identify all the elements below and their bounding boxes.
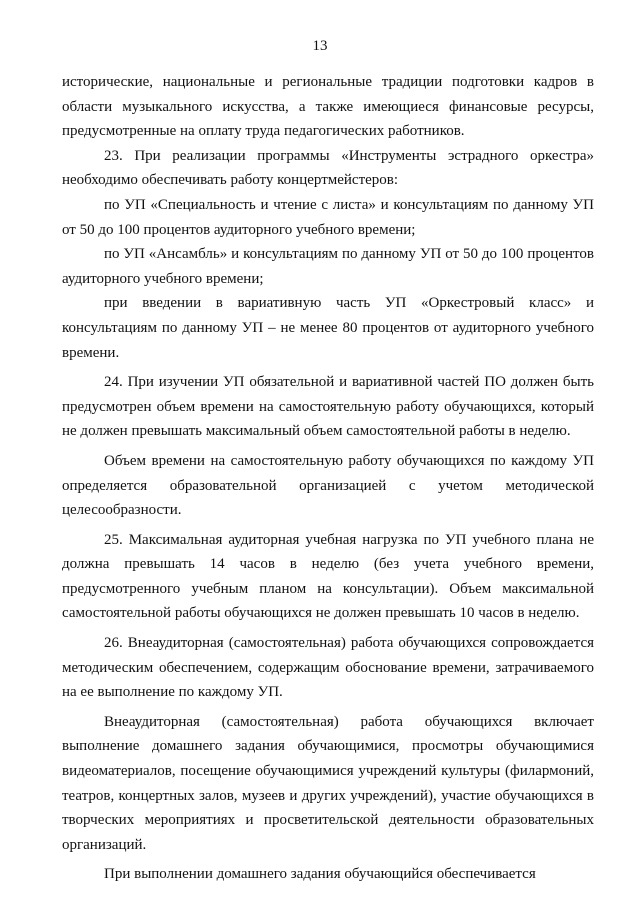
paragraph-subitem-ensemble: по УП «Ансамбль» и консультациям по данному УП от 50 до 100 процентов аудиторного учебного времени; [62,246,594,287]
page-number: 13 [312,38,328,54]
paragraph-item-23: 23. При реализации программы «Инструменты эстрадного оркестра» необходимо обеспечивать работу концертмейстеров: [62,147,594,189]
paragraph-homework: При выполнении домашнего задания обучающийся обеспечивается [104,866,536,883]
paragraph-continuation: исторические, национальные и региональные традиции подготовки кадров в области музыкального искусства, а также имеющиеся финансовые ресурсы, предусмотренные на оплату труда педагогических работников. [62,74,594,140]
paragraph-self-study-volume: Объем времени на самостоятельную работу обучающихся по каждому УП определяется образовательной организацией с учетом методической целесообразности. [62,452,594,519]
paragraph-subitem-orchestra: при введении в вариативную часть УП «Оркестровый класс» и консультациям по данному УП – не менее 80 процентов от аудиторного учебного времени. [62,295,594,361]
paragraph-item-24: 24. При изучении УП обязательной и вариативной частей ПО должен быть предусмотрен объем времени на самостоятельную работу обучающихся, который не должен превышать максимальный объем самостоятельной работы в неделю. [62,374,594,440]
paragraph-subitem-speciality: по УП «Специальность и чтение с листа» и консультациям по данному УП от 50 до 100 процентов аудиторного учебного времени; [62,196,594,238]
paragraph-extracurricular-work: Внеаудиторная (самостоятельная) работа обучающихся включает выполнение домашнего задания обучающимися, просмотры обучающимися видеоматериалов, посещение обучающимися учреждений культуры (филармоний, театров, концертных залов, музеев и других учреждений), участие обучающихся в творческих мероприятиях и просветительской деятельности образовательных организаций. [62,713,594,853]
paragraph-item-25: 25. Максимальная аудиторная учебная нагрузка по УП учебного плана не должна превышать 14 часов в неделю (без учета учебного времени, предусмотренного учебным планом на консультации). Объем максимальной самостоятельной работы обучающихся не должен превышать 10 часов в неделю. [62,531,594,622]
document-body [62,70,594,887]
paragraph-item-26: 26. Внеаудиторная (самостоятельная) работа обучающихся сопровождается методическим обеспечением, содержащим обоснование времени, затрачиваемого на ее выполнение по каждому УП. [62,635,594,701]
